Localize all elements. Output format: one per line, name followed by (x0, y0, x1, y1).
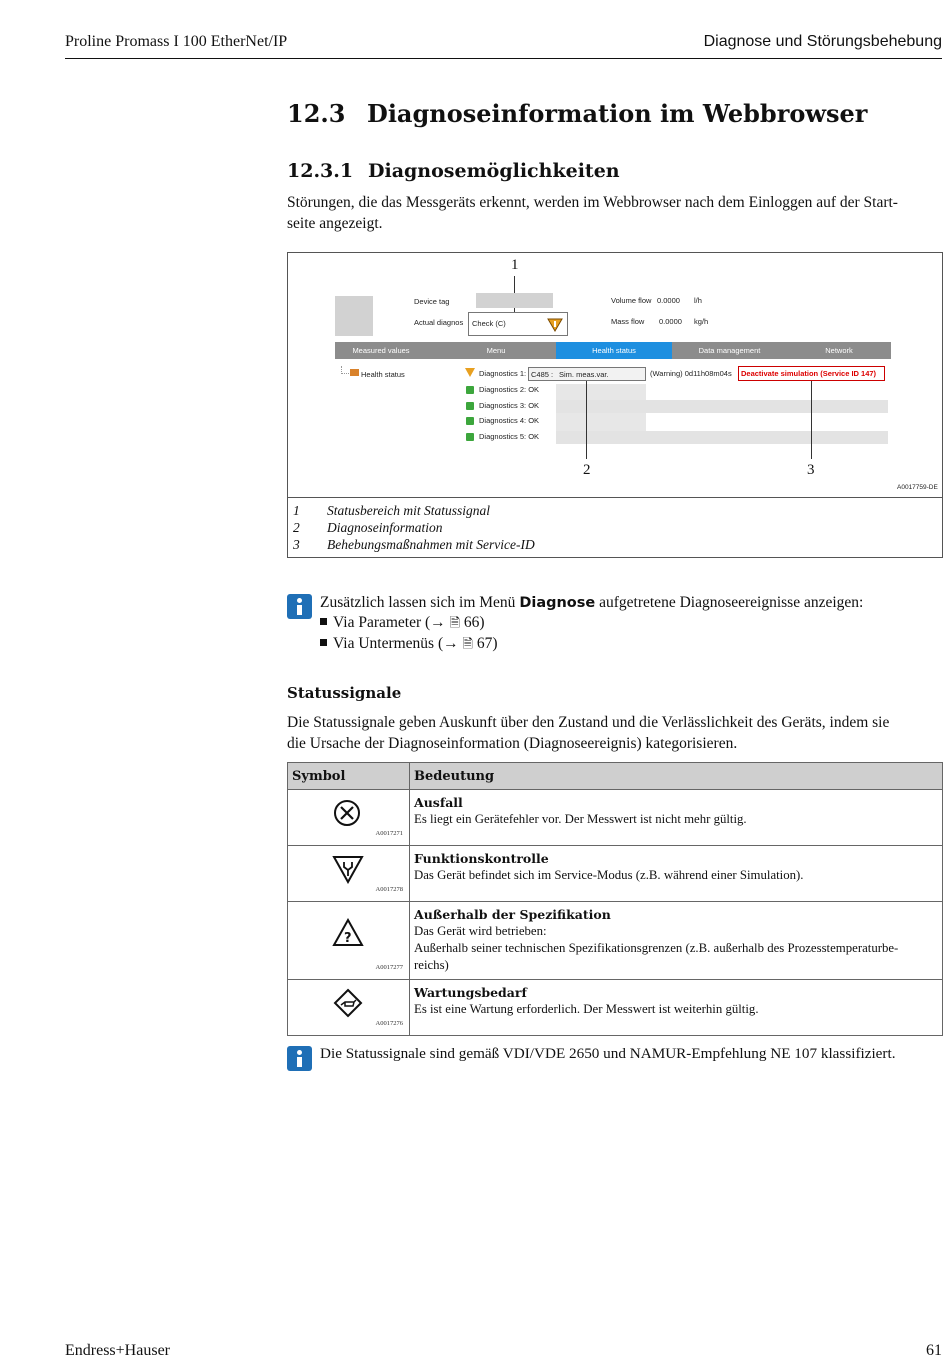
table-header-row (288, 763, 943, 790)
symbol-cell: A0017278 (288, 846, 410, 902)
running-header-right: Diagnose und Störungsbehebung (703, 33, 942, 50)
volume-flow-value: 0.0000 (657, 296, 680, 305)
callout-3: 3 (807, 462, 815, 478)
running-header-left: Proline Promass I 100 EtherNet/IP (65, 33, 288, 50)
diag4-label: Diagnostics 4: OK (479, 416, 540, 425)
legend-item-1: 1 Statusbereich mit Statussignal (293, 503, 490, 518)
intro-paragraph: Störungen, die das Messgeräts erkennt, werden im Webbrowser nach dem Einloggen auf der Start- seite angezeigt. (287, 194, 898, 232)
diag1-warning-time: (Warning) 0d11h08m04s (650, 369, 732, 378)
mass-flow-unit: kg/h (694, 317, 709, 326)
diag2-label: Diagnostics 2: OK (479, 385, 540, 394)
legend-item-3: 3 Behebungsmaßnahmen mit Service-ID (293, 537, 535, 552)
diag1-label: Diagnostics 1: (479, 369, 527, 378)
callout-1: 1 (511, 257, 519, 273)
tab-network[interactable]: Network (825, 346, 853, 355)
callout-2: 2 (583, 462, 591, 478)
mass-flow-label: Mass flow (611, 317, 645, 326)
diag1-status-icon (465, 368, 475, 377)
column-header-symbol: Symbol (288, 763, 410, 790)
note1-bullet-1: Via Parameter (→ 🗎 66) (320, 614, 485, 636)
figure-screenshot (288, 253, 942, 497)
svg-text:?: ? (344, 931, 352, 946)
diag3-label: Diagnostics 3: OK (479, 401, 540, 410)
diag2-ok-icon (466, 386, 474, 394)
diag5-ok-icon (466, 433, 474, 441)
column-header-meaning: Bedeutung (410, 763, 943, 790)
table-row (288, 790, 943, 846)
diag3-ok-icon (466, 402, 474, 410)
meaning-cell: Außerhalb der Spezifikation Das Gerät wird betrieben: Außerhalb seiner technischen Spezifikationsgrenzen (z.B. außerhalb des Prozesstemperaturbe- reichs) (410, 902, 943, 980)
symbol-cell: A0017276 (288, 980, 410, 1036)
subsection-heading: 12.3.1 Diagnosemöglichkeiten (287, 160, 620, 182)
symbol-cell: ? A0017277 (288, 902, 410, 980)
note2-text: Die Statussignale sind gemäß VDI/VDE 2650 und NAMUR-Empfehlung NE 107 klassifiziert. (320, 1045, 896, 1062)
symbol-cell: A0017271 (288, 790, 410, 846)
header-rule (65, 58, 942, 59)
function-check-icon (332, 854, 364, 884)
page-ref-icon: 🗎 (449, 616, 461, 631)
device-tag-label: Device tag (414, 297, 450, 306)
tree-connector (341, 366, 349, 374)
tab-menu[interactable]: Menu (486, 346, 506, 355)
info-icon (287, 1046, 312, 1071)
actual-diagnos-label: Actual diagnos (414, 318, 464, 327)
figure-legend (288, 497, 942, 558)
tab-bar (335, 342, 891, 359)
note1-bullet-2: Via Untermenüs (→ 🗎 67) (320, 635, 498, 657)
folder-icon (350, 369, 359, 376)
section-heading: 12.3 Diagnoseinformation im Webbrowser (287, 99, 868, 128)
status-heading: Statussignale (287, 684, 402, 702)
maintenance-icon (332, 988, 364, 1018)
figure-code: A0017759-DE (897, 484, 938, 491)
remedy-box: Deactivate simulation (Service ID 147) (738, 366, 885, 381)
out-of-spec-icon (332, 918, 364, 948)
diag4-ok-icon (466, 417, 474, 425)
note1-text: Zusätzlich lassen sich im Menü Diagnose aufgetretene Diagnoseereignisse anzeigen: (320, 594, 864, 611)
page-ref-link[interactable]: 66 (463, 614, 480, 631)
device-tag-value (476, 293, 553, 308)
function-check-small-icon (547, 318, 563, 332)
diag5-label: Diagnostics 5: OK (479, 432, 540, 441)
legend-item-2: 2 Diagnoseinformation (293, 520, 443, 535)
status-paragraph: Die Statussignale geben Auskunft über den Zustand und die Verlässlichkeit des Geräts, indem sie die Ursache der Diagnoseinformation (Diagnoseereignis) kategorisieren. (287, 714, 890, 752)
page-ref-icon: 🗎 (462, 637, 473, 652)
diag-column-bg (556, 384, 646, 444)
volume-flow-label: Volume flow (611, 296, 652, 305)
table-row (288, 902, 943, 980)
tab-data-management[interactable]: Data management (698, 346, 761, 355)
meaning-cell: Ausfall Es liegt ein Gerätefehler vor. Der Messwert ist nicht mehr gültig. (410, 790, 943, 846)
table-row (288, 980, 943, 1036)
table-row (288, 846, 943, 902)
callout-line-2 (586, 381, 587, 459)
webbrowser-figure (287, 252, 943, 558)
status-signal-table (287, 762, 943, 1036)
tree-item-health-status[interactable]: Health status (361, 370, 405, 379)
device-image-placeholder (335, 296, 373, 336)
mass-flow-value: 0.0000 (659, 317, 682, 326)
page-ref-link[interactable]: 67 (476, 635, 493, 652)
diag1-value-box: C485 : Sim. meas.var. (528, 367, 646, 381)
volume-flow-unit: l/h (694, 296, 702, 305)
meaning-cell: Wartungsbedarf Es ist eine Wartung erforderlich. Der Messwert ist weiterhin gültig. (410, 980, 943, 1036)
page-number: 61 (926, 1342, 942, 1359)
meaning-cell: Funktionskontrolle Das Gerät befindet sich im Service-Modus (z.B. während einer Simulation). (410, 846, 943, 902)
callout-line-3 (811, 381, 812, 459)
tab-health-status[interactable]: Health status (556, 342, 672, 359)
actual-diagnos-box: Check (C) (468, 312, 568, 336)
tab-measured-values[interactable]: Measured values (352, 346, 410, 355)
footer-brand: Endress+Hauser (65, 1342, 170, 1359)
failure-icon (332, 798, 362, 828)
info-icon (287, 594, 312, 619)
